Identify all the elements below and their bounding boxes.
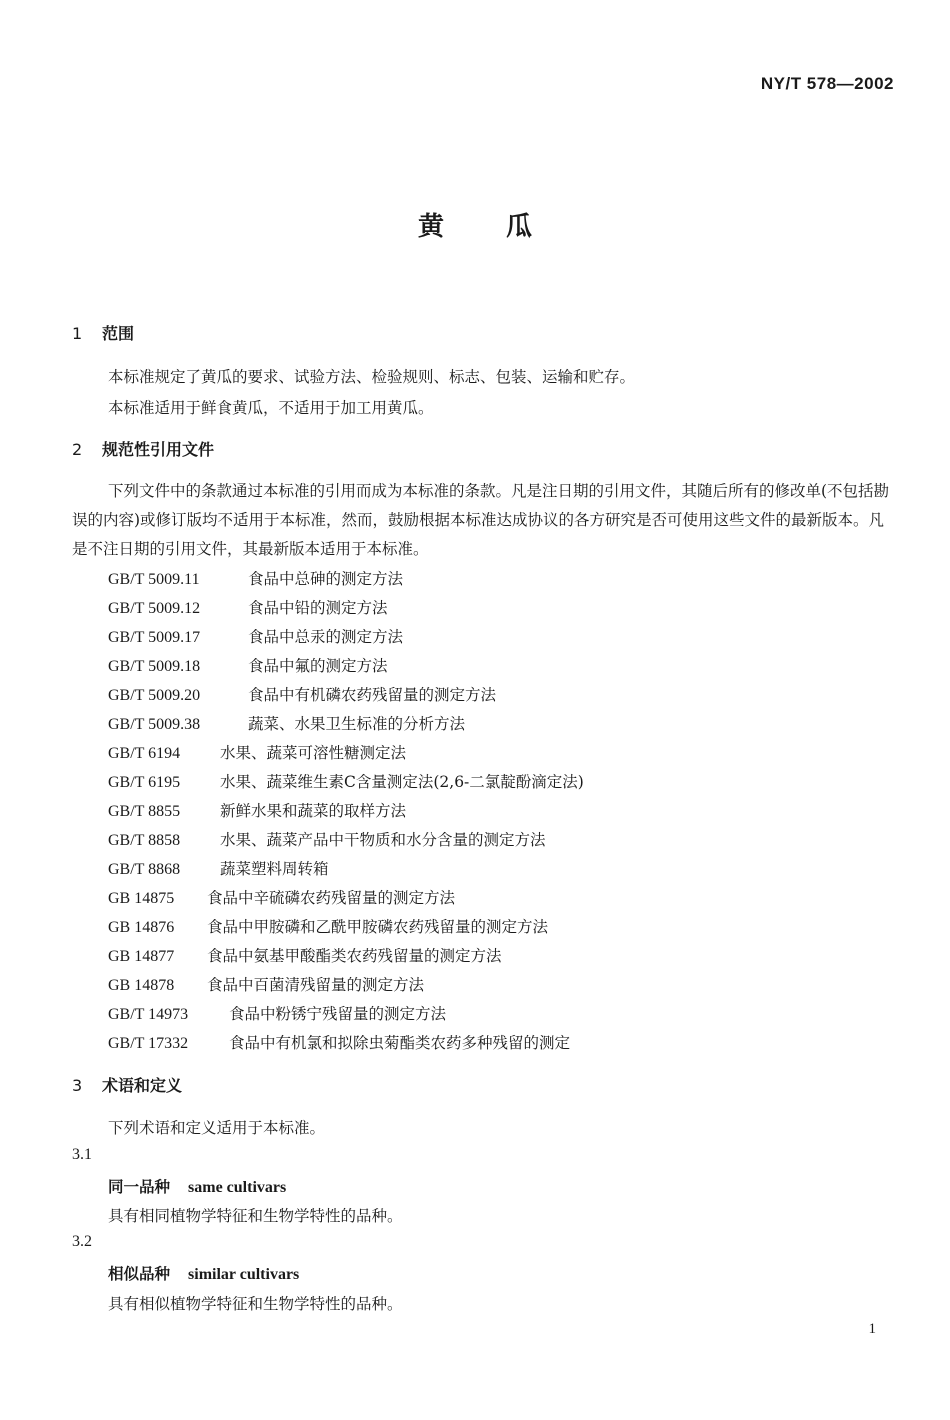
reference-title: 食品中甲胺磷和乙酰甲胺磷农药残留量的测定方法	[207, 918, 549, 936]
section-number: 2	[72, 440, 83, 459]
reference-title: 食品中有机氯和拟除虫菊酯类农药多种残留的测定	[229, 1034, 571, 1052]
page-number: 1	[868, 1321, 876, 1337]
term-chinese: 相似品种	[108, 1265, 171, 1283]
reference-code: GB/T 14973	[108, 1006, 189, 1023]
reference-title: 水果、蔬菜维生素C含量测定法(2,6-二氯靛酚滴定法)	[220, 773, 584, 791]
reference-code: GB/T 5009.11	[108, 571, 200, 588]
term-heading	[108, 1175, 286, 1197]
section-heading-references	[72, 437, 214, 460]
reference-code: GB/T 8858	[108, 832, 181, 849]
term-english: same cultivars	[188, 1179, 287, 1196]
section-title: 术语和定义	[102, 1076, 183, 1095]
reference-code: GB/T 5009.38	[108, 716, 201, 733]
terms-intro: 下列术语和定义适用于本标准。	[108, 1119, 326, 1137]
reference-item	[108, 1002, 446, 1024]
section-heading-scope	[72, 321, 134, 344]
scope-paragraph: 本标准规定了黄瓜的要求、试验方法、检验规则、标志、包装、运输和贮存。	[108, 368, 636, 386]
reference-title: 新鲜水果和蔬菜的取样方法	[220, 802, 407, 820]
reference-item	[108, 886, 455, 908]
term-number: 3.2	[72, 1233, 92, 1250]
reference-code: GB/T 8868	[108, 861, 181, 878]
reference-item	[108, 567, 403, 589]
section-title: 规范性引用文件	[102, 440, 215, 459]
references-intro: 下列文件中的条款通过本标准的引用而成为本标准的条款。凡是注日期的引用文件，其随后所有的修改单(不包括勘误的内容)或修订版均不适用于本标准，然而，鼓励根据本标准达成协议的各方研究是否可使用这些文件的最新版本。凡是不注日期的引用文件，其最新版本适用于本标准。	[72, 482, 890, 558]
reference-item	[108, 596, 388, 618]
reference-code: GB 14876	[108, 919, 175, 936]
reference-item	[108, 973, 424, 995]
reference-title: 水果、蔬菜可溶性糖测定法	[220, 744, 407, 762]
reference-code: GB/T 5009.18	[108, 658, 201, 675]
term-heading	[108, 1262, 299, 1284]
reference-item	[108, 683, 496, 705]
reference-code: GB/T 5009.17	[108, 629, 201, 646]
section-title: 范围	[102, 324, 135, 343]
reference-title: 食品中总砷的测定方法	[248, 570, 404, 588]
section-number: 3	[72, 1076, 83, 1095]
reference-code: GB 14875	[108, 890, 175, 907]
reference-title: 食品中百菌清残留量的测定方法	[207, 976, 425, 994]
reference-title: 食品中粉锈宁残留量的测定方法	[229, 1005, 447, 1023]
reference-code: GB/T 8855	[108, 803, 181, 820]
term-definition: 具有相似植物学特征和生物学特性的品种。	[108, 1295, 403, 1313]
reference-title: 食品中辛硫磷农药残留量的测定方法	[207, 889, 456, 907]
reference-title: 食品中铅的测定方法	[248, 599, 388, 617]
reference-item	[108, 828, 546, 850]
reference-title: 食品中氟的测定方法	[248, 657, 388, 675]
reference-title: 蔬菜、水果卫生标准的分析方法	[248, 715, 466, 733]
reference-item	[108, 944, 502, 966]
reference-code: GB 14878	[108, 977, 175, 994]
term-chinese: 同一品种	[108, 1178, 171, 1196]
reference-title: 食品中总汞的测定方法	[248, 628, 404, 646]
reference-code: GB/T 5009.12	[108, 600, 201, 617]
reference-item	[108, 1031, 570, 1053]
standard-code: NY/T 578—2002	[760, 74, 894, 93]
reference-title: 蔬菜塑料周转箱	[220, 860, 329, 878]
section-heading-terms	[72, 1073, 182, 1096]
reference-code: GB/T 5009.20	[108, 687, 201, 704]
reference-item	[108, 625, 403, 647]
term-english: similar cultivars	[188, 1266, 300, 1283]
term-definition: 具有相同植物学特征和生物学特性的品种。	[108, 1207, 403, 1225]
reference-code: GB 14877	[108, 948, 175, 965]
reference-item	[108, 654, 388, 676]
reference-item	[108, 915, 548, 937]
reference-code: GB/T 6194	[108, 745, 181, 762]
reference-item	[108, 741, 406, 763]
reference-title: 食品中氨基甲酸酯类农药残留量的测定方法	[207, 947, 502, 965]
section-number: 1	[72, 324, 83, 343]
scope-paragraph: 本标准适用于鲜食黄瓜，不适用于加工用黄瓜。	[108, 399, 434, 417]
reference-item	[108, 857, 329, 879]
reference-code: GB/T 6195	[108, 774, 181, 791]
reference-title: 食品中有机磷农药残留量的测定方法	[248, 686, 497, 704]
reference-item	[108, 799, 406, 821]
reference-item	[108, 770, 584, 792]
document-title: 黄瓜	[417, 212, 594, 242]
reference-title: 水果、蔬菜产品中干物质和水分含量的测定方法	[220, 831, 546, 849]
reference-item	[108, 712, 465, 734]
term-number: 3.1	[72, 1146, 92, 1163]
reference-code: GB/T 17332	[108, 1035, 189, 1052]
